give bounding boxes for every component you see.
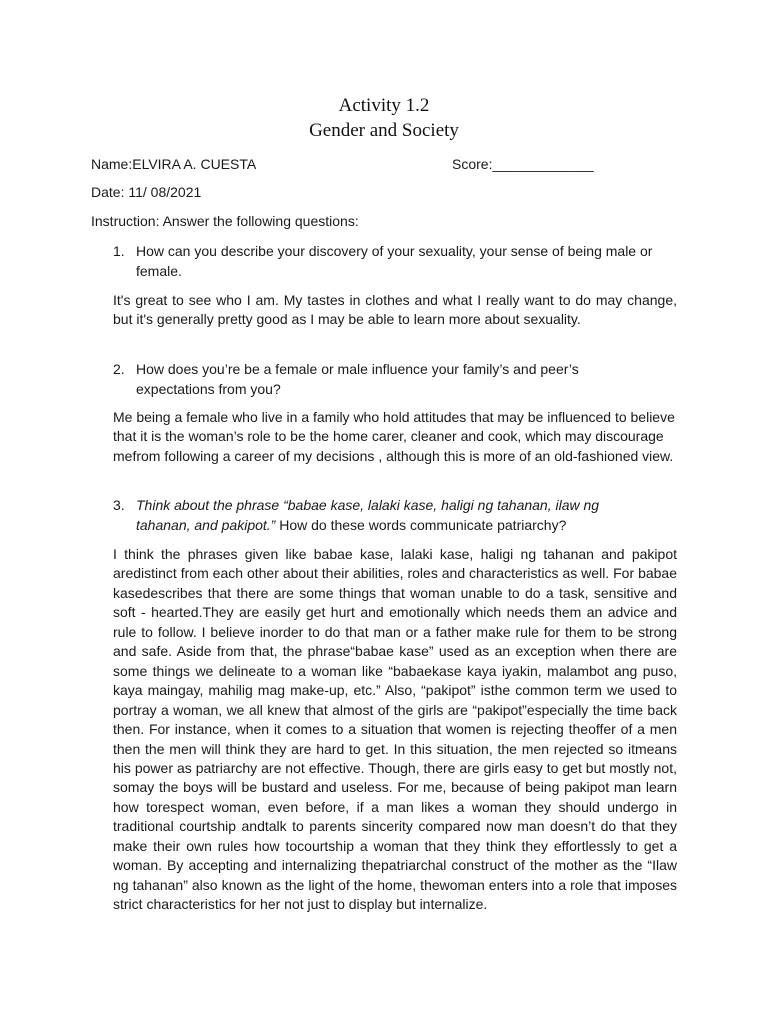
instruction-text: Instruction: Answer the following questions: bbox=[91, 213, 359, 229]
question-2 bbox=[113, 360, 703, 400]
question-prompt: How do these words communicate patriarchy? bbox=[275, 516, 567, 533]
question-number: 2. bbox=[113, 361, 125, 377]
student-name: Name:ELVIRA A. CUESTA bbox=[91, 156, 257, 172]
question-text: How can you describe your discovery of your sexuality, your sense of being male or female. bbox=[136, 243, 653, 279]
activity-title: Activity 1.2 bbox=[338, 95, 430, 116]
subject-title: Gender and Society bbox=[309, 120, 459, 141]
answer-2: Me being a female who live in a family who hold attitudes that may be influenced to believe that it is the woman’s role to be the home carer, cleaner and cook, which may discourage mefrom following a career of my decisions , although this is more of an old-fashioned view. bbox=[113, 409, 675, 464]
question-number: 1. bbox=[113, 243, 125, 259]
question-text: How does you’re be a female or male influence your family’s and peer’s expectations from you? bbox=[136, 361, 579, 397]
question-text bbox=[136, 496, 656, 535]
date-field: Date: 11/ 08/2021 bbox=[91, 184, 202, 200]
question-3 bbox=[113, 496, 703, 536]
answer-3: I think the phrases given like babae kase, lalaki kase, haligi ng tahanan and pakipot aredistinct from each other about their abilities, roles and characteristics as well. For babae kasedescribes that there are some things that woman unable to do a task, sensitive and soft - hearted.They are easily get hurt and emotionally which needs them an advice and rule to follow. I believe inorder to do that man or a father make rule for them to be strong and safe. Aside from that, the phrase“babae kase” used as an exception when there are some things we delineate to a woman like “babaekase kaya iyakin, malambot ang puso, kaya maingay, mahilig mag make-up, etc.” Also, “pakipot” isthe common term we used to portray a woman, we all knew that almost of the girls are “pakipot”especially the time back then. For instance, when it comes to a situation that women is rejecting theoffer of a men then the men will think they are hard to get. In this situation, the men rejected so itmeans his power as patriarchy are not effective. Though, there are girls easy to get but mostly not, somay the boys will be bustard and useless. For me, because of being pakipot man learn how torespect woman, even before, if a man likes a woman they should undergo in traditional courtship andtalk to parents sincerity compared now man doesn’t do that they make their own rules how tocourtship a woman that they think they effortlessly to get a woman. By accepting and internalizing thepatriarchal construct of the mother as the “Ilaw ng tahanan” also known as the light of the home, thewoman enters into a role that imposes strict characteristics for her not just to display but internalize. bbox=[113, 546, 677, 913]
answer-1: It's great to see who I am. My tastes in clothes and what I really want to do may change, but it's generally pretty good as I may be able to learn more about sexuality. bbox=[113, 292, 677, 328]
question-number: 3. bbox=[113, 497, 125, 513]
score-field: Score:_____________ bbox=[452, 156, 594, 172]
question-1 bbox=[113, 242, 703, 282]
question-phrase: Think about the phrase “babae kase, lalaki kase, haligi ng tahanan, ilaw ng tahanan, and pakipot.” bbox=[136, 497, 600, 533]
